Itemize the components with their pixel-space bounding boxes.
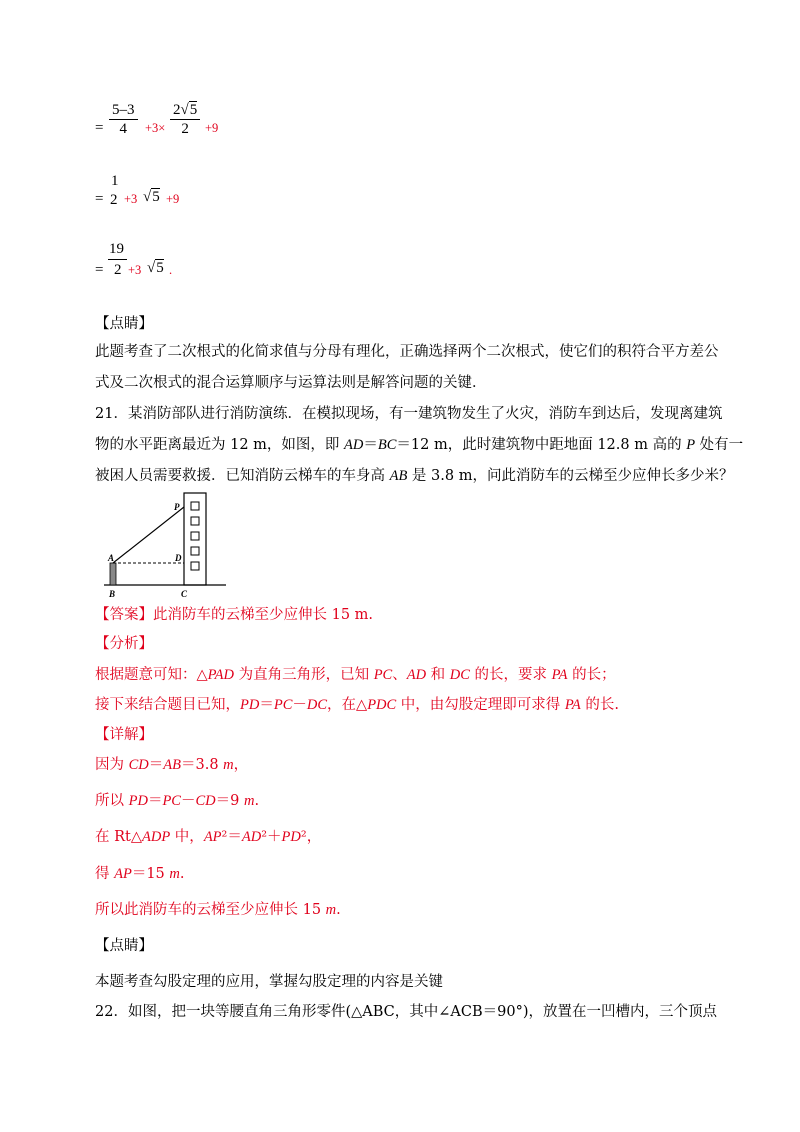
label-p: P bbox=[174, 502, 180, 512]
fraction-denominator: 2 bbox=[114, 262, 122, 278]
sqrt: √5 bbox=[143, 189, 160, 205]
operator: +3× bbox=[145, 121, 166, 135]
comment-text-line: 式及二次根式的混合运算顺序与运算法则是解答问题的关键． bbox=[95, 375, 487, 391]
analysis-line: 接下来结合题目已知，PD＝PC－DC，在△PDC 中，由勾股定理即可求得 PA 的长. bbox=[95, 697, 619, 713]
question-21-line: 被困人员需要救援．已知消防云梯车的车身高 AB 是 3.8 m，问此消防车的云梯至少应伸长多少米？ bbox=[95, 468, 734, 484]
operator: +3 bbox=[124, 192, 138, 206]
detail-line: 所以此消防车的云梯至少应伸长 15 m. bbox=[95, 902, 341, 918]
fraction-denominator: 2 bbox=[110, 192, 118, 208]
sqrt: √5 bbox=[180, 102, 198, 118]
question-21-line: 21．某消防部队进行消防演练．在模拟现场，有一建筑物发生了火灾，消防车到达后，发现离建筑 bbox=[95, 406, 723, 422]
equals-sign: = bbox=[95, 191, 104, 207]
fraction: $\frac{2√5}{2}$ bbox=[170, 101, 200, 138]
operator: +9 bbox=[205, 121, 219, 135]
analysis-line: 根据题意可知：△PAD 为直角三角形，已知 PC、AD 和 DC 的长，要求 PA 的长； bbox=[95, 667, 616, 683]
question-22-line: 22．如图，把一块等腰直角三角形零件(△ABC，其中∠ACB＝90°)，放置在一凹槽内，三个顶点 bbox=[95, 1004, 717, 1020]
comment-text-line: 此题考查了二次根式的化简求值与分母有理化，正确选择两个二次根式，使它们的积符合平方差公 bbox=[95, 344, 719, 360]
fraction: 1 bbox=[111, 173, 119, 189]
detail-line: 所以 PD＝PC－CD＝9 m. bbox=[95, 793, 260, 809]
answer-line: 【答案】此消防车的云梯至少应伸长 15 m. bbox=[95, 607, 374, 623]
label-a: A bbox=[108, 553, 115, 563]
operator: +3 bbox=[128, 263, 142, 277]
fraction-bar bbox=[108, 259, 127, 260]
detail-heading: 【详解】 bbox=[95, 727, 153, 743]
period: . bbox=[169, 263, 173, 277]
fraction-numerator: 19 bbox=[109, 241, 124, 257]
comment-text-line: 本题考查勾股定理的应用，掌握勾股定理的内容是关键 bbox=[95, 974, 443, 990]
label-b: B bbox=[109, 589, 116, 599]
label-d: D bbox=[175, 553, 182, 563]
sqrt: √5 bbox=[147, 260, 164, 276]
operator: +9 bbox=[166, 192, 180, 206]
fire-ladder-figure bbox=[100, 490, 230, 602]
comment-heading: 【点睛】 bbox=[95, 938, 153, 954]
equals-sign: = bbox=[95, 262, 104, 278]
equals-sign: = bbox=[95, 120, 104, 136]
question-21-line: 物的水平距离最近为 12 m，如图，即 AD＝BC＝12 m，此时建筑物中距地面 12.8 m 高的 P 处有一 bbox=[95, 437, 744, 453]
label-c: C bbox=[181, 589, 188, 599]
detail-line: 在 Rt△ADP 中，AP²＝AD²＋PD²， bbox=[95, 829, 322, 845]
detail-line: 得 AP＝15 m. bbox=[95, 866, 185, 882]
fraction: $\frac{5-3}{4}$ bbox=[109, 101, 138, 138]
detail-line: 因为 CD＝AB＝3.8 m， bbox=[95, 757, 249, 773]
comment-heading: 【点睛】 bbox=[95, 316, 153, 332]
analysis-heading: 【分析】 bbox=[95, 636, 153, 652]
